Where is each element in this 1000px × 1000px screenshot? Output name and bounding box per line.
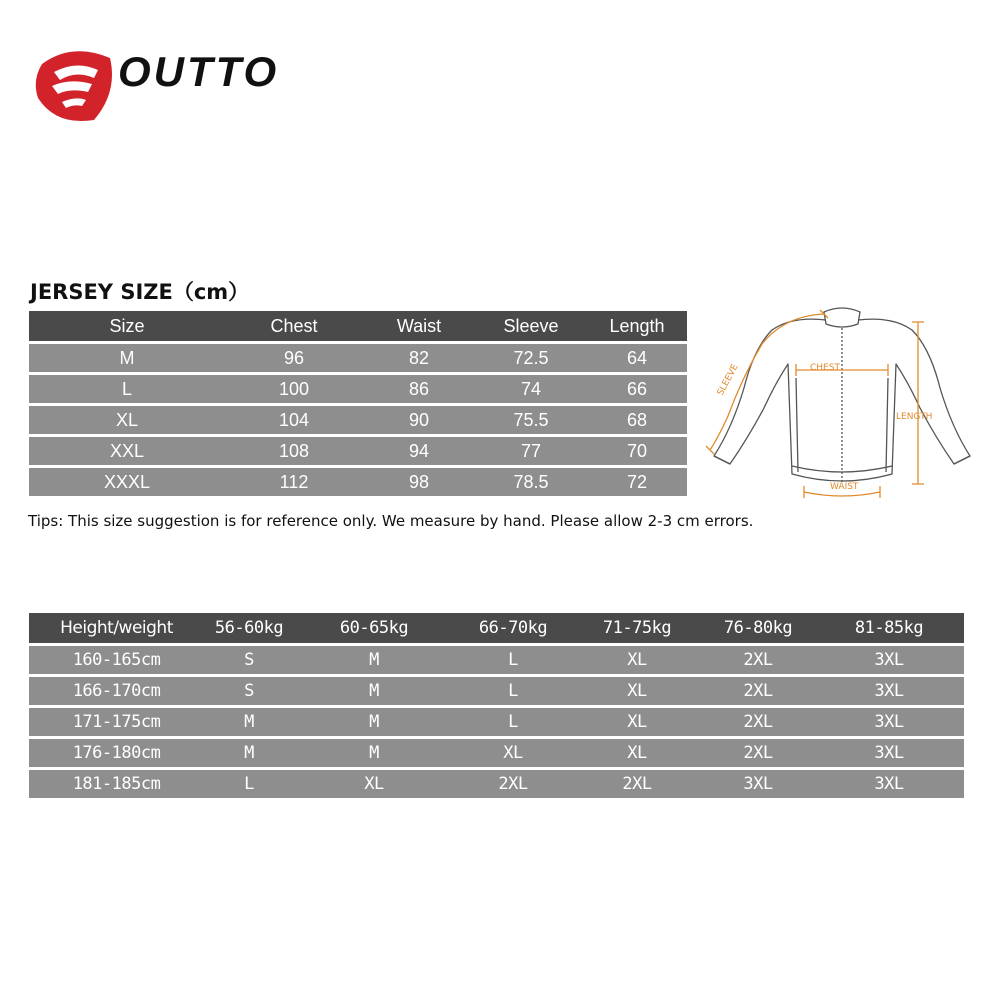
table-cell: 3XL	[702, 770, 814, 798]
table-cell: L	[29, 375, 225, 403]
measurement-tips: Tips: This size suggestion is for reference only. We measure by hand. Please allow 2-3 cm errors.	[28, 512, 754, 530]
table-row	[29, 406, 687, 434]
table-cell: XL	[29, 406, 225, 434]
table-cell: 78.5	[475, 468, 587, 496]
column-header: 76-80kg	[702, 613, 814, 643]
table-cell: 64	[587, 344, 687, 372]
column-header: 56-60kg	[204, 613, 294, 643]
brand-logo	[32, 42, 372, 126]
table-cell: 2XL	[702, 646, 814, 674]
column-header: 66-70kg	[454, 613, 572, 643]
table-cell: L	[204, 770, 294, 798]
table-cell: M	[294, 646, 454, 674]
table-cell: 181-185cm	[29, 770, 204, 798]
table-cell: 2XL	[572, 770, 702, 798]
column-header: Chest	[225, 311, 363, 341]
table-cell: 2XL	[702, 677, 814, 705]
table-cell: 2XL	[702, 708, 814, 736]
table-cell: 75.5	[475, 406, 587, 434]
table-row	[29, 770, 964, 798]
column-header: Sleeve	[475, 311, 587, 341]
table-cell: 74	[475, 375, 587, 403]
table-cell: XXL	[29, 437, 225, 465]
table-row	[29, 437, 687, 465]
column-header: Size	[29, 311, 225, 341]
table-row	[29, 468, 687, 496]
table-cell: 3XL	[814, 646, 964, 674]
table-cell: M	[294, 677, 454, 705]
diagram-label-chest: CHEST	[810, 363, 840, 373]
table-cell: M	[204, 708, 294, 736]
table-cell: 108	[225, 437, 363, 465]
table-cell: L	[454, 677, 572, 705]
table-cell: 3XL	[814, 708, 964, 736]
table-cell: 112	[225, 468, 363, 496]
table-cell: M	[294, 739, 454, 767]
column-header: Length	[587, 311, 687, 341]
table-cell: 82	[363, 344, 475, 372]
table-cell: XL	[454, 739, 572, 767]
table-cell: 68	[587, 406, 687, 434]
jersey-size-table	[29, 308, 687, 499]
table-cell: 72.5	[475, 344, 587, 372]
table-cell: L	[454, 646, 572, 674]
table-row	[29, 739, 964, 767]
table-cell: 96	[225, 344, 363, 372]
table-header-row	[29, 311, 687, 341]
jersey-outline-icon	[692, 298, 992, 508]
table-cell: S	[204, 646, 294, 674]
table-cell: 3XL	[814, 770, 964, 798]
table-cell: XL	[572, 677, 702, 705]
jersey-measurement-diagram	[692, 298, 992, 508]
diagram-label-length: LENGTH	[896, 412, 933, 422]
table-cell: 66	[587, 375, 687, 403]
table-cell: XL	[572, 739, 702, 767]
table-header-row	[29, 613, 964, 643]
table-cell: M	[29, 344, 225, 372]
table-cell: S	[204, 677, 294, 705]
table-cell: XL	[572, 708, 702, 736]
table-cell: 94	[363, 437, 475, 465]
column-header: 71-75kg	[572, 613, 702, 643]
table-cell: 98	[363, 468, 475, 496]
table-cell: 86	[363, 375, 475, 403]
diagram-label-waist: WAIST	[830, 482, 859, 492]
table-row	[29, 646, 964, 674]
table-cell: L	[454, 708, 572, 736]
table-cell: XL	[572, 646, 702, 674]
table-cell: 176-180cm	[29, 739, 204, 767]
table-row	[29, 375, 687, 403]
table-cell: M	[204, 739, 294, 767]
diagram-label-sleeve: SLEEVE	[715, 362, 741, 398]
table-cell: XXXL	[29, 468, 225, 496]
table-row	[29, 677, 964, 705]
jersey-size-title: JERSEY SIZE（cm）	[30, 280, 250, 304]
table-cell: 72	[587, 468, 687, 496]
table-cell: 166-170cm	[29, 677, 204, 705]
table-row	[29, 708, 964, 736]
table-cell: M	[294, 708, 454, 736]
column-header: Waist	[363, 311, 475, 341]
table-cell: 3XL	[814, 677, 964, 705]
logo-emblem-icon	[32, 42, 116, 126]
table-cell: 104	[225, 406, 363, 434]
table-row	[29, 344, 687, 372]
table-cell: XL	[294, 770, 454, 798]
table-cell: 171-175cm	[29, 708, 204, 736]
table-cell: 90	[363, 406, 475, 434]
table-cell: 2XL	[702, 739, 814, 767]
column-header: 81-85kg	[814, 613, 964, 643]
table-cell: 3XL	[814, 739, 964, 767]
table-cell: 160-165cm	[29, 646, 204, 674]
column-header: Height/weight	[29, 613, 204, 643]
column-header: 60-65kg	[294, 613, 454, 643]
table-cell: 100	[225, 375, 363, 403]
table-cell: 2XL	[454, 770, 572, 798]
table-cell: 77	[475, 437, 587, 465]
height-weight-table	[29, 610, 964, 801]
table-cell: 70	[587, 437, 687, 465]
brand-wordmark: OUTTO	[118, 48, 280, 95]
